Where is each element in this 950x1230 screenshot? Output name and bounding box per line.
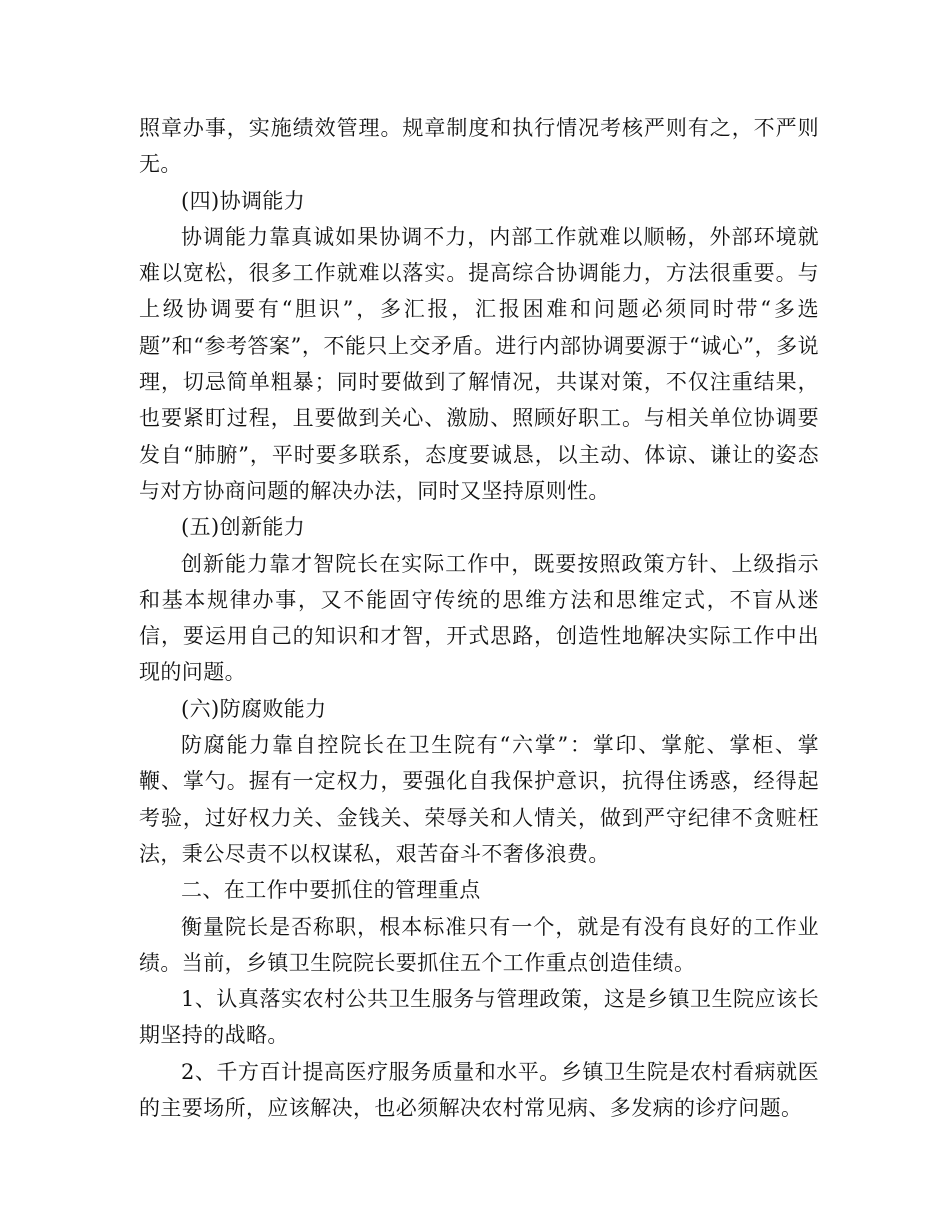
paragraph-innovation: 创新能力靠才智院长在实际工作中，既要按照政策方针、上级指示和基本规律办事，又不能固守传统的思维方法和思维定式，不盲从迷信，要运用自己的知识和才智，开式思路，创造性地解决实际工作中出现的问题。	[139, 551, 819, 685]
section-heading-anticorruption: (六)防腐败能力	[181, 696, 327, 721]
section-heading-management-focus: 二、在工作中要抓住的管理重点	[181, 878, 481, 903]
section-heading-innovation: (五)创新能力	[181, 515, 306, 540]
paragraph-point-1: 1、认真落实农村公共卫生服务与管理政策，这是乡镇卫生院应该长期坚持的战略。	[139, 987, 819, 1048]
document-page	[139, 110, 819, 1126]
paragraph-management-intro: 衡量院长是否称职，根本标准只有一个，就是有没有良好的工作业绩。当前，乡镇卫生院院长要抓住五个工作重点创造佳绩。	[139, 914, 819, 975]
paragraph-point-2: 2、千方百计提高医疗服务质量和水平。乡镇卫生院是农村看病就医的主要场所，应该解决，也必须解决农村常见病、多发病的诊疗问题。	[139, 1059, 819, 1121]
paragraph-coordination: 协调能力靠真诚如果协调不力，内部工作就难以顺畅，外部环境就难以宽松，很多工作就难以落实。提高综合协调能力，方法很重要。与上级协调要有“胆识”，多汇报，汇报困难和问题必须同时带“多选题”和“参考答案”，不能只上交矛盾。进行内部协调要源于“诚心”，多说理，切忌简单粗暴；同时要做到了解情况，共谋对策，不仅注重结果，也要紧盯过程，且要做到关心、激励、照顾好职工。与相关单位协调要发自“肺腑”，平时要多联系，态度要诚恳，以主动、体谅、谦让的姿态与对方协商问题的解决办法，同时又坚持原则性。	[139, 224, 819, 503]
section-heading-coordination: (四)协调能力	[181, 188, 306, 213]
paragraph-continuation: 照章办事，实施绩效管理。规章制度和执行情况考核严则有之，不严则无。	[139, 116, 819, 177]
paragraph-anticorruption: 防腐能力靠自控院长在卫生院有“六掌”：掌印、掌舵、掌柜、掌鞭、掌勺。握有一定权力，要强化自我保护意识，抗得住诱惑，经得起考验，过好权力关、金钱关、荣辱关和人情关，做到严守纪律不贪赃枉法，秉公尽责不以权谋私，艰苦奋斗不奢侈浪费。	[139, 733, 819, 866]
